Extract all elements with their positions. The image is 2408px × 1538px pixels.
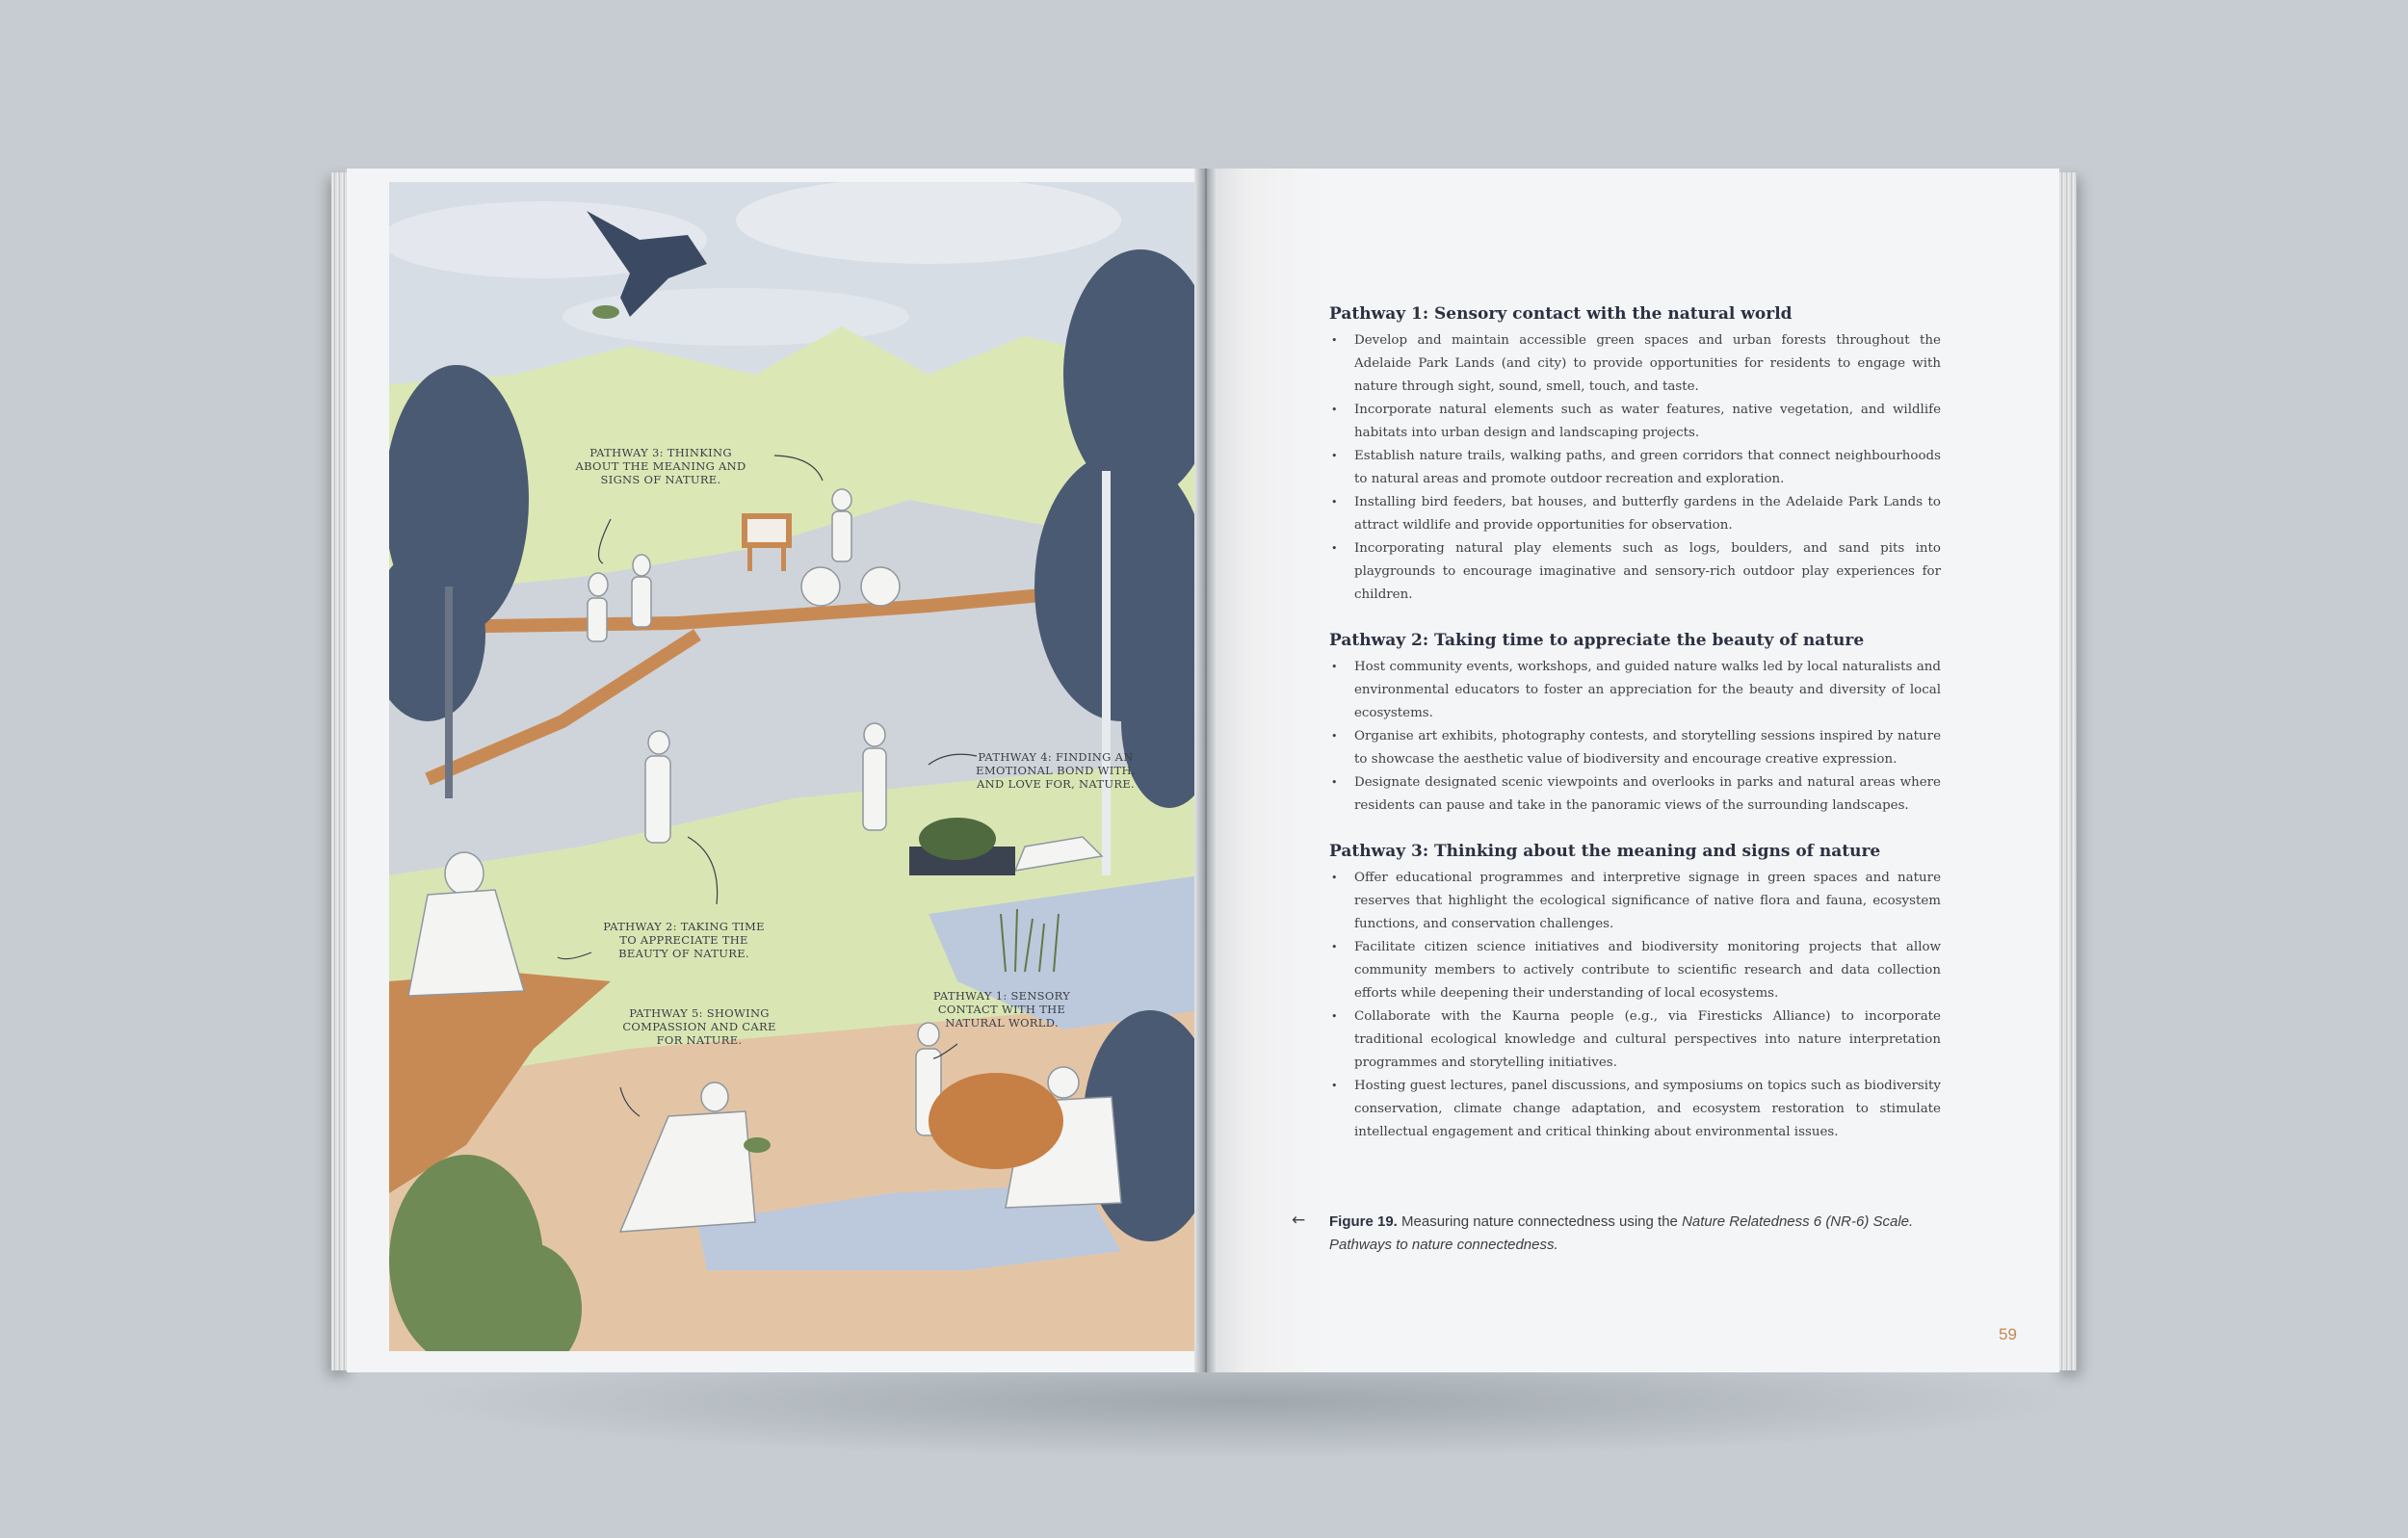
label-line: PATHWAY 2: TAKING TIME <box>603 920 765 933</box>
bullet-item: • Establish nature trails, walking paths, and green corridors that connect neighbourhoods to natural areas and promote outdoor recreation and exploration. <box>1329 445 1941 491</box>
label-pathway-5 <box>613 1006 786 1047</box>
bullet-item: • Collaborate with the Kaurna people (e.g., via Firesticks Alliance) to incorporate traditional ecological knowledge and cultural perspectives into nature interpretation programmes and storytelling initiatives. <box>1329 1005 1941 1075</box>
section-heading: Pathway 2: Taking time to appreciate the beauty of nature <box>1329 631 1865 650</box>
caption-italic: Nature Relatedness 6 (NR-6) Scale. <box>1682 1213 1914 1230</box>
bullet-item: • Offer educational programmes and interpretive signage in green spaces and nature reserves that highlight the ecological significance of native flora and fauna, ecosystem functions, and conservation challenges. <box>1329 867 1941 936</box>
label-pathway-1 <box>915 989 1088 1030</box>
figure-caption <box>1329 1211 1946 1257</box>
bullet-list <box>1329 329 1941 607</box>
label-line: SIGNS OF NATURE. <box>600 473 721 486</box>
caption-text: Measuring nature connectedness using the <box>1401 1213 1678 1230</box>
parrot <box>744 1137 771 1153</box>
bullet-item: • Installing bird feeders, bat houses, and butterfly gardens in the Adelaide Park Lands to attract wildlife and provide opportunities for observation. <box>1329 491 1941 537</box>
label-line: ABOUT THE MEANING AND <box>575 459 746 473</box>
label-line: PATHWAY 5: SHOWING <box>629 1006 770 1020</box>
page-number: 59 <box>1999 1325 2017 1343</box>
left-page <box>347 169 1204 1372</box>
label-pathway-3 <box>564 446 757 486</box>
label-line: PATHWAY 4: FINDING AN <box>978 750 1134 764</box>
label-line: NATURAL WORLD. <box>945 1016 1059 1030</box>
figure-label: Figure 19. <box>1329 1213 1398 1230</box>
label-line: TO APPRECIATE THE <box>619 933 748 947</box>
label-pathway-2 <box>588 920 780 960</box>
section-pathway-3 <box>1329 841 1941 1144</box>
label-pathway-4 <box>959 750 1152 791</box>
label-line: PATHWAY 1: SENSORY <box>932 989 1071 1003</box>
boulder <box>929 1073 1063 1169</box>
bullet-item: • Facilitate citizen science initiatives and biodiversity monitoring projects that allow community members to actively contribute to scientific research and data collection efforts while deepening their understanding of local ecosystems. <box>1329 936 1941 1005</box>
bullet-item: • Incorporate natural elements such as water features, native vegetation, and wildlife habitats into urban design and landscaping projects. <box>1329 399 1941 445</box>
bullet-item: • Hosting guest lectures, panel discussions, and symposiums on topics such as biodiversity conservation, climate change adaptation, and ecosystem restoration to stimulate intellectual engagement and critical thinking about environmental issues. <box>1329 1075 1941 1144</box>
bullet-list <box>1329 656 1941 818</box>
caption-italic: Pathways to nature connectedness. <box>1329 1237 1558 1253</box>
pathways-text <box>1329 303 1941 1167</box>
bullet-item: • Host community events, workshops, and guided nature walks led by local naturalists and environmental educators to foster an appreciation for the beauty and diversity of local ecosystems. <box>1329 656 1941 725</box>
label-line: BEAUTY OF NATURE. <box>618 947 749 960</box>
section-pathway-2 <box>1329 630 1941 818</box>
label-line: AND LOVE FOR, NATURE. <box>977 777 1135 791</box>
label-line: FOR NATURE. <box>656 1033 743 1047</box>
label-line: COMPASSION AND CARE <box>622 1020 776 1033</box>
label-line: EMOTIONAL BOND WITH, <box>976 764 1136 777</box>
bullet-item: • Designate designated scenic viewpoints and overlooks in parks and natural areas where residents can pause and take in the panoramic views of the surrounding landscapes. <box>1329 771 1941 818</box>
label-line: CONTACT WITH THE <box>937 1003 1066 1016</box>
bullet-item: • Develop and maintain accessible green spaces and urban forests throughout the Adelaide Park Lands (and city) to provide opportunities for residents to engage with nature through sight, sound, smell, touch, and taste. <box>1329 329 1941 399</box>
section-heading: Pathway 1: Sensory contact with the natural world <box>1329 304 1793 324</box>
bullet-list <box>1329 867 1941 1144</box>
back-arrow-icon: ← <box>1292 1211 1306 1230</box>
label-line: PATHWAY 3: THINKING <box>589 446 732 459</box>
section-pathway-1 <box>1329 303 1941 607</box>
bullet-item: • Incorporating natural play elements such as logs, boulders, and sand pits into playgrounds to encourage imaginative and sensory-rich outdoor play experiences for children. <box>1329 537 1941 607</box>
bullet-item: • Organise art exhibits, photography contests, and storytelling sessions inspired by nature to showcase the aesthetic value of biodiversity and encourage creative expression. <box>1329 725 1941 771</box>
book-gutter <box>1194 169 1217 1372</box>
section-heading: Pathway 3: Thinking about the meaning and signs of nature <box>1329 842 1881 861</box>
